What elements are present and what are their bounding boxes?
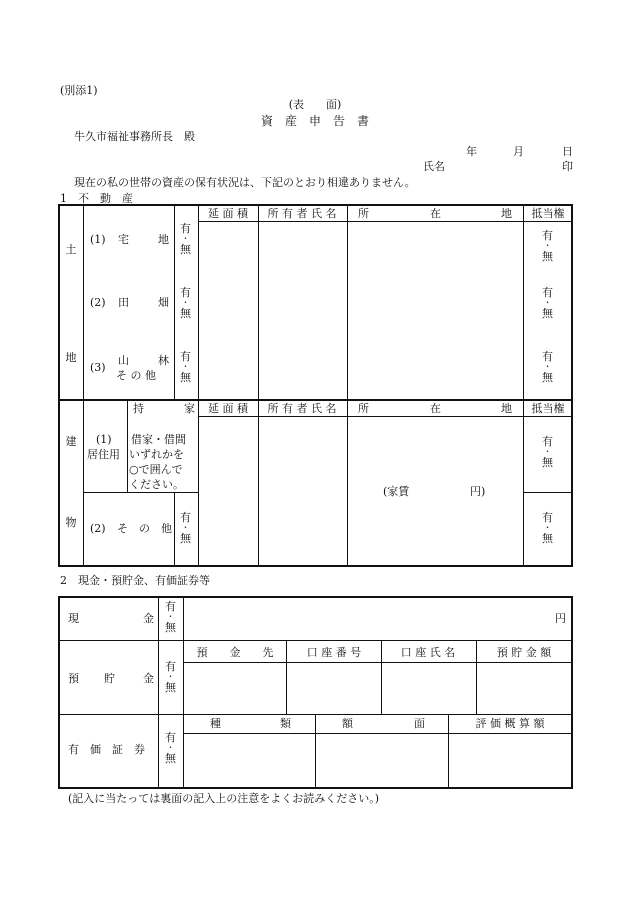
deposit-col-account-name: 口 座 氏 名 (400, 646, 456, 659)
col-header-location-c: 地 (501, 207, 512, 220)
securities-header-rule (183, 733, 572, 734)
deposit-col-account-number: 口 座 番 号 (306, 646, 362, 659)
cash-row-rule (59, 640, 572, 641)
deposit-col-amount: 預 貯 金 額 (496, 646, 552, 659)
resid-num: (1) (96, 433, 112, 446)
other-building-label: そ の 他 (117, 522, 172, 535)
section1-heading: 1 不 動 産 (60, 192, 133, 205)
real-estate-border (58, 204, 573, 567)
securities-col-rule-2 (448, 715, 449, 787)
building-col-header-mortgage: 抵当権 (531, 402, 565, 415)
land-row3-name-a: 山 (118, 354, 129, 367)
col-rule-owner (258, 205, 259, 565)
land-row1-name-b: 地 (158, 233, 169, 246)
land-row1-mortgage-yesno: 有 ・ 無 (542, 229, 553, 263)
land-row2-mortgage-yesno: 有 ・ 無 (542, 286, 553, 320)
rent-label: (家賃 (383, 485, 410, 498)
land-row3-yesno: 有 ・ 無 (180, 350, 191, 384)
col-rule-category (83, 205, 84, 565)
section2-heading: 2 現金・預貯金、有価証券等 (60, 574, 210, 587)
building-label-top: 建 (65, 435, 77, 448)
col-header-location-a: 所 (358, 207, 369, 220)
deposit-col-rule-2 (381, 641, 382, 714)
land-label-bottom: 地 (65, 351, 77, 364)
resid-mortgage-yesno: 有 ・ 無 (542, 435, 553, 469)
attachment-label: (別添1) (60, 84, 98, 97)
land-label-top: 土 (65, 243, 77, 256)
col-header-mortgage: 抵当権 (531, 207, 565, 220)
page-title: 資 産 申 告 書 (260, 114, 370, 128)
deposit-label-a: 預 (68, 672, 79, 685)
rent-note-line1: 借家・借間 (131, 433, 186, 446)
col-rule-yesno-land (174, 205, 175, 400)
deposit-yesno: 有 ・ 無 (165, 660, 176, 694)
month-label: 月 (513, 145, 524, 158)
own-house-b: 家 (184, 402, 195, 415)
rent-note-line2: いずれかを (129, 448, 184, 461)
securities-col-face-b: 面 (414, 717, 425, 730)
securities-label: 有 価 証 券 (68, 743, 145, 756)
header-rule-land (198, 221, 572, 222)
land-row3-mortgage-yesno: 有 ・ 無 (542, 350, 553, 384)
deposit-col-bank: 預 金 先 (196, 646, 274, 659)
intro-text: 現在の私の世帯の資産の保有状況は、下記のとおり相違ありません。 (74, 176, 416, 189)
land-row2-yesno: 有 ・ 無 (180, 286, 191, 320)
rent-note-line4: ください。 (129, 478, 184, 491)
deposit-label-c: 金 (143, 672, 154, 685)
col-rule-mortgage (523, 205, 524, 565)
land-row2-name-b: 畑 (158, 296, 169, 309)
land-row3-name-b: 林 (158, 354, 169, 367)
other-mortgage-yesno: 有 ・ 無 (542, 511, 553, 545)
other-building-yesno: 有 ・ 無 (180, 511, 191, 545)
securities-col-rule-1 (315, 715, 316, 787)
seal-label: 印 (562, 160, 573, 173)
building-col-header-area: 延 面 積 (208, 402, 248, 415)
securities-yesno: 有 ・ 無 (165, 731, 176, 765)
col-rule-area (198, 205, 199, 565)
col-rule-location (347, 205, 348, 565)
building-col-header-location-a: 所 (358, 402, 369, 415)
side-label: (表 面) (288, 98, 342, 111)
cash-yen: 円 (555, 612, 566, 625)
year-label: 年 (466, 145, 477, 158)
securities-col-kind-b: 類 (280, 717, 291, 730)
rent-note-line3: ○で囲んで (129, 463, 183, 476)
building-col-header-location-b: 在 (430, 402, 441, 415)
other-building-num: (2) (90, 522, 106, 535)
securities-col-face-a: 額 (342, 717, 353, 730)
land-row3-num: (3) (90, 361, 106, 374)
land-row2-name-a: 田 (118, 296, 129, 309)
building-row-rule (83, 492, 198, 493)
footer-note: (記入に当たっては裏面の記入上の注意をよくお読みください。) (68, 792, 380, 805)
deposit-col-rule-3 (476, 641, 477, 714)
resid-label: 居住用 (87, 448, 120, 461)
land-row1-yesno: 有 ・ 無 (180, 222, 191, 256)
col-header-owner: 所 有 者 氏 名 (267, 207, 337, 220)
cash-label-a: 現 (68, 612, 79, 625)
col-header-location-b: 在 (430, 207, 441, 220)
col-rule-yesno-other (174, 492, 175, 565)
deposit-header-rule (183, 662, 572, 663)
cash-yesno: 有 ・ 無 (165, 600, 176, 634)
deposit-col-rule-1 (286, 641, 287, 714)
building-col-header-owner: 所 有 者 氏 名 (267, 402, 337, 415)
building-col-header-location-c: 地 (501, 402, 512, 415)
deposit-label-b: 貯 (104, 672, 115, 685)
col-rule-resid (127, 400, 128, 492)
land-building-divider (59, 399, 572, 401)
rent-unit: 円) (470, 485, 486, 498)
land-row1-num: (1) (90, 233, 106, 246)
col-rule-label (158, 597, 159, 787)
header-rule-building (198, 416, 572, 417)
own-house-a: 持 (133, 402, 144, 415)
col-rule-yesno (183, 597, 184, 787)
land-row3-sub: そ の 他 (116, 369, 156, 382)
addressee: 牛久市福祉事務所長 殿 (74, 130, 195, 143)
securities-col-eval: 評 価 概 算 額 (475, 717, 545, 730)
securities-col-kind-a: 種 (210, 717, 221, 730)
building-label-bottom: 物 (65, 516, 77, 529)
day-label: 日 (562, 145, 573, 158)
land-row1-name-a: 宅 (118, 233, 129, 246)
col-header-area: 延 面 積 (208, 207, 248, 220)
building-row-rule-right (523, 492, 572, 493)
land-row2-num: (2) (90, 296, 106, 309)
cash-label-b: 金 (143, 612, 154, 625)
name-label: 氏名 (423, 160, 445, 173)
